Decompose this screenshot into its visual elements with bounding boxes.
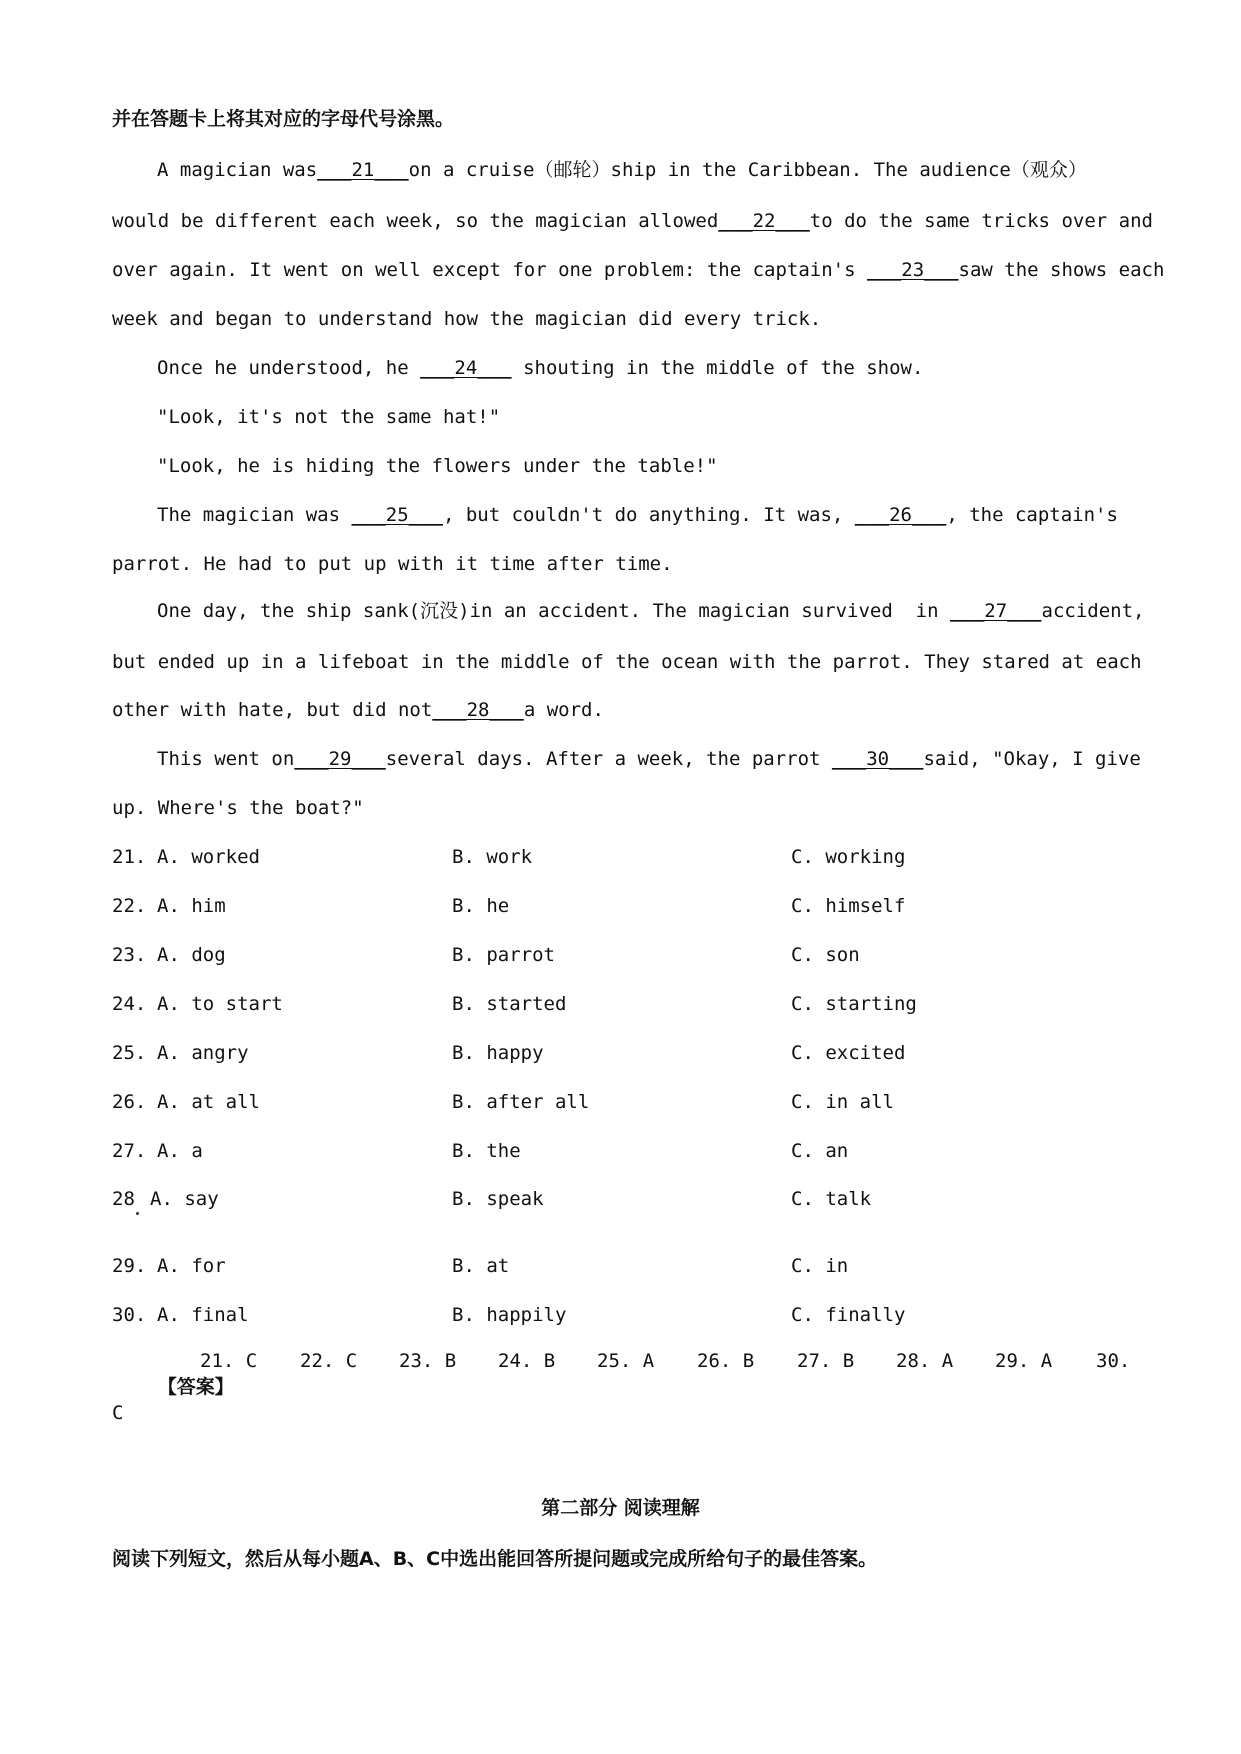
answer-item: 27. B (797, 1350, 855, 1372)
option-b: B. parrot (452, 944, 555, 966)
option-a: A. for (157, 1255, 226, 1277)
passage-line-4: week and began to understand how the magician did every trick. (112, 308, 822, 330)
passage-line-8: The magician was ___25___, but couldn't do anything. It was, ___26___, the captain's (157, 504, 1118, 526)
option-number: 23. (112, 944, 147, 966)
passage-line-5: Once he understood, he ___24___ shouting in the middle of the show. (157, 357, 924, 379)
answer-item: 25. A (597, 1350, 655, 1372)
option-a: A. at all (157, 1091, 260, 1113)
option-a: A. final (157, 1304, 249, 1326)
answer-item: 30. (1096, 1350, 1131, 1372)
option-c: C. finally (791, 1304, 906, 1326)
option-a: A. a (157, 1140, 203, 1162)
option-b: B. happy (452, 1042, 544, 1064)
option-number: 25. (112, 1042, 147, 1064)
option-b: B. the (452, 1140, 521, 1162)
passage-line-3: over again. It went on well except for one problem: the captain's ___23___saw the shows each (112, 259, 1165, 281)
passage-line-11: but ended up in a lifeboat in the middle of the ocean with the parrot. They stared at each (112, 651, 1142, 673)
option-number: 26. (112, 1091, 147, 1113)
option-c: C. working (791, 846, 906, 868)
stray-dot (136, 1212, 139, 1215)
blank-22: ___22___ (718, 210, 810, 232)
answer-label: 【答案】 (157, 1376, 234, 1398)
passage-line-12: other with hate, but did not___28___a word. (112, 699, 604, 721)
option-c: C. an (791, 1140, 849, 1162)
option-a: A. angry (157, 1042, 249, 1064)
option-b: B. at (452, 1255, 510, 1277)
option-c: C. excited (791, 1042, 906, 1064)
option-number: 21. (112, 846, 147, 868)
option-a: A. him (157, 895, 226, 917)
passage-line-9: parrot. He had to put up with it time after time. (112, 553, 673, 575)
option-b: B. started (452, 993, 567, 1015)
option-b: B. speak (452, 1188, 544, 1210)
option-b: B. happily (452, 1304, 567, 1326)
answer-item: C (112, 1402, 124, 1424)
blank-26: ___26___ (854, 504, 947, 526)
answer-item: 23. B (399, 1350, 457, 1372)
blank-21: ___21___ (317, 159, 409, 181)
option-c: C. in all (791, 1091, 894, 1113)
instruction-bottom: 阅读下列短文，然后从每小题A、B、C中选出能回答所提问题或完成所给句子的最佳答案。 (112, 1548, 878, 1570)
blank-28: ___28___ (432, 699, 524, 721)
option-c: C. in (791, 1255, 849, 1277)
option-c: C. himself (791, 895, 906, 917)
blank-27: ___27___ (949, 600, 1042, 622)
option-a: A. say (150, 1188, 219, 1210)
option-number: 24. (112, 993, 147, 1015)
blank-24: ___24___ (420, 357, 512, 379)
option-number: 29. (112, 1255, 147, 1277)
answer-item: 28. A (896, 1350, 954, 1372)
option-a: A. dog (157, 944, 226, 966)
option-c: C. starting (791, 993, 917, 1015)
answer-item: 21. C (200, 1350, 258, 1372)
option-c: C. talk (791, 1188, 872, 1210)
answer-item: 24. B (498, 1350, 556, 1372)
passage-line-14: up. Where's the boat?" (112, 797, 364, 819)
option-a: A. to start (157, 993, 283, 1015)
instruction-top: 并在答题卡上将其对应的字母代号涂黑。 (112, 108, 455, 130)
answer-item: 29. A (995, 1350, 1053, 1372)
passage-line-7: "Look, he is hiding the flowers under the table!" (157, 455, 718, 477)
blank-29: ___29___ (294, 748, 386, 770)
option-number: 28 (112, 1188, 135, 1210)
answer-item: 22. C (300, 1350, 358, 1372)
option-number: 30. (112, 1304, 147, 1326)
option-b: B. work (452, 846, 533, 868)
passage-line-1: A magician was___21___on a cruise（邮轮）ship in the Caribbean. The audience（观众） (157, 159, 1087, 181)
passage-line-13: This went on___29___several days. After a week, the parrot ___30___said, "Okay, I give (157, 748, 1141, 770)
passage-line-10: One day, the ship sank(沉没)in an accident. The magician survived in ___27___accident, (157, 600, 1145, 622)
option-c: C. son (791, 944, 860, 966)
answer-item: 26. B (697, 1350, 755, 1372)
option-b: B. he (452, 895, 510, 917)
section-title: 第二部分 阅读理解 (541, 1497, 700, 1519)
blank-23: ___23___ (866, 259, 959, 281)
option-number: 22. (112, 895, 147, 917)
passage-line-2: would be different each week, so the magician allowed___22___to do the same tricks over and (112, 210, 1153, 232)
option-number: 27. (112, 1140, 147, 1162)
option-a: A. worked (157, 846, 260, 868)
option-b: B. after all (452, 1091, 590, 1113)
passage-line-6: "Look, it's not the same hat!" (157, 406, 501, 428)
blank-30: ___30___ (831, 748, 924, 770)
blank-25: ___25___ (351, 504, 443, 526)
